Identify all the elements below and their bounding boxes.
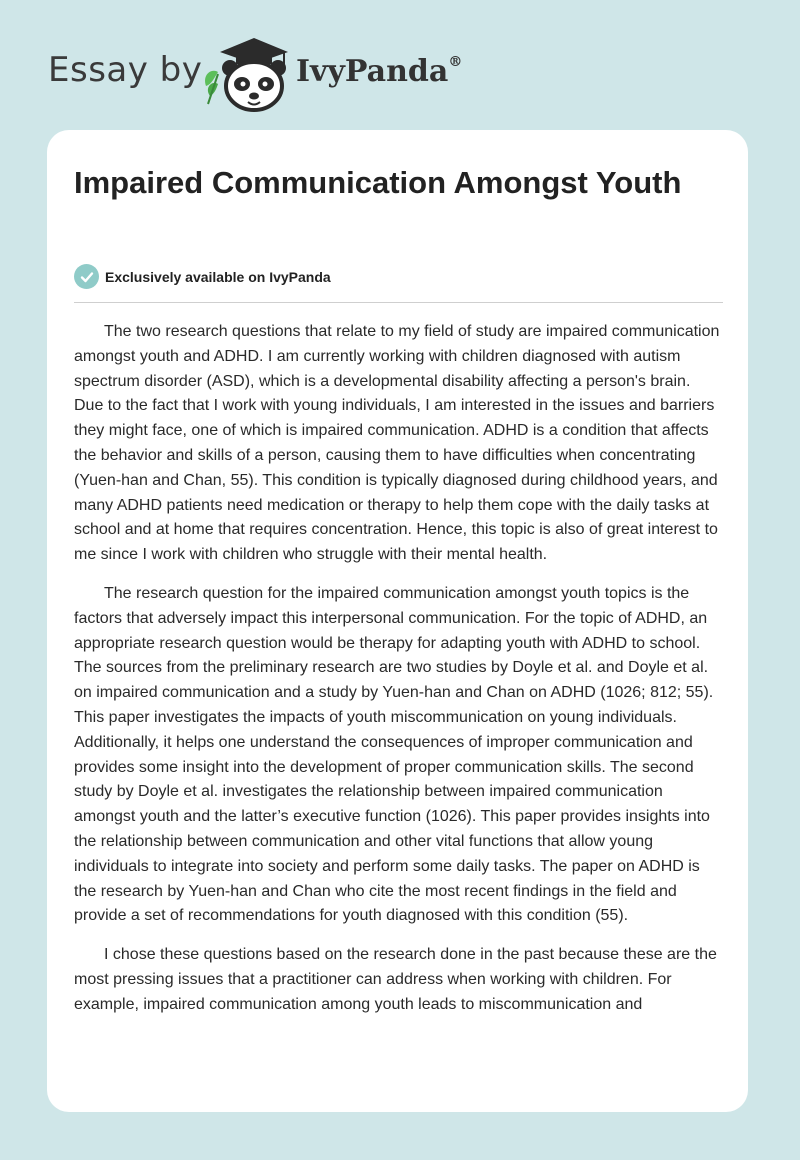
panda-logo-icon [200, 34, 292, 114]
exclusive-badge-label: Exclusively available on IvyPanda [105, 268, 331, 285]
paragraph: The research question for the impaired communication amongst youth topics is the factors that adversely impact this interpersonal communication. For the topic of ADHD, an appropriate research question would be therapy for adapting youth with ADHD to school. The sources from the preliminary research are two studies by Doyle et al. and Doyle et al. on impaired communication and a study by Yuen-han and Chan on ADHD (1026; 812; 55). This paper investigates the impacts of youth miscommunication on young individuals. Additionally, it helps one understand the consequences of improper communication and provides some insight into the development of proper communication skills. The second study by Doyle et al. investigates the relationship between impaired communication amongst youth and the latter’s executive function (1026). This paper provides insights into the relationship between communication and other vital functions that allow young individuals to integrate into society and perform some daily tasks. The paper on ADHD is the research by Yuen-han and Chan who cite the most recent findings in the field and provide a set of recommendations for youth diagnosed with this condition (55). [74, 584, 714, 925]
essay-card [47, 130, 748, 1112]
page-title: Impaired Communication Amongst Youth [74, 165, 682, 200]
site-header [48, 34, 468, 114]
brand-name[interactable]: IvyPanda® [296, 54, 463, 89]
paragraph: The two research questions that relate to my field of study are impaired communication amongst youth and ADHD. I am currently working with children diagnosed with autism spectrum disorder (ASD), which is a developmental disability affecting a person's brain. Due to the fact that I work with young individuals, I am interested in the issues and barriers they might face, one of which is impaired communication. ADHD is a condition that affects the behavior and skills of a person, causing them to have difficulties when concentrating (Yuen-han and Chan, 55). This condition is typically diagnosed during childhood years, and many ADHD patients need medication or therapy to help them cope with the daily tasks at school and at home that requires concentration. Hence, this topic is also of great interest to me since I work with children who struggle with their mental health. [74, 323, 720, 564]
paragraph: I chose these questions based on the research done in the past because these are the most pressing issues that a practitioner can address when working with children. For example, impaired communication among youth leads to miscommunication and [74, 946, 717, 1013]
essay-body [74, 320, 724, 1032]
divider [74, 302, 723, 303]
check-icon [74, 264, 99, 289]
exclusive-badge [74, 264, 331, 289]
essay-by-label: Essay by [48, 50, 203, 90]
